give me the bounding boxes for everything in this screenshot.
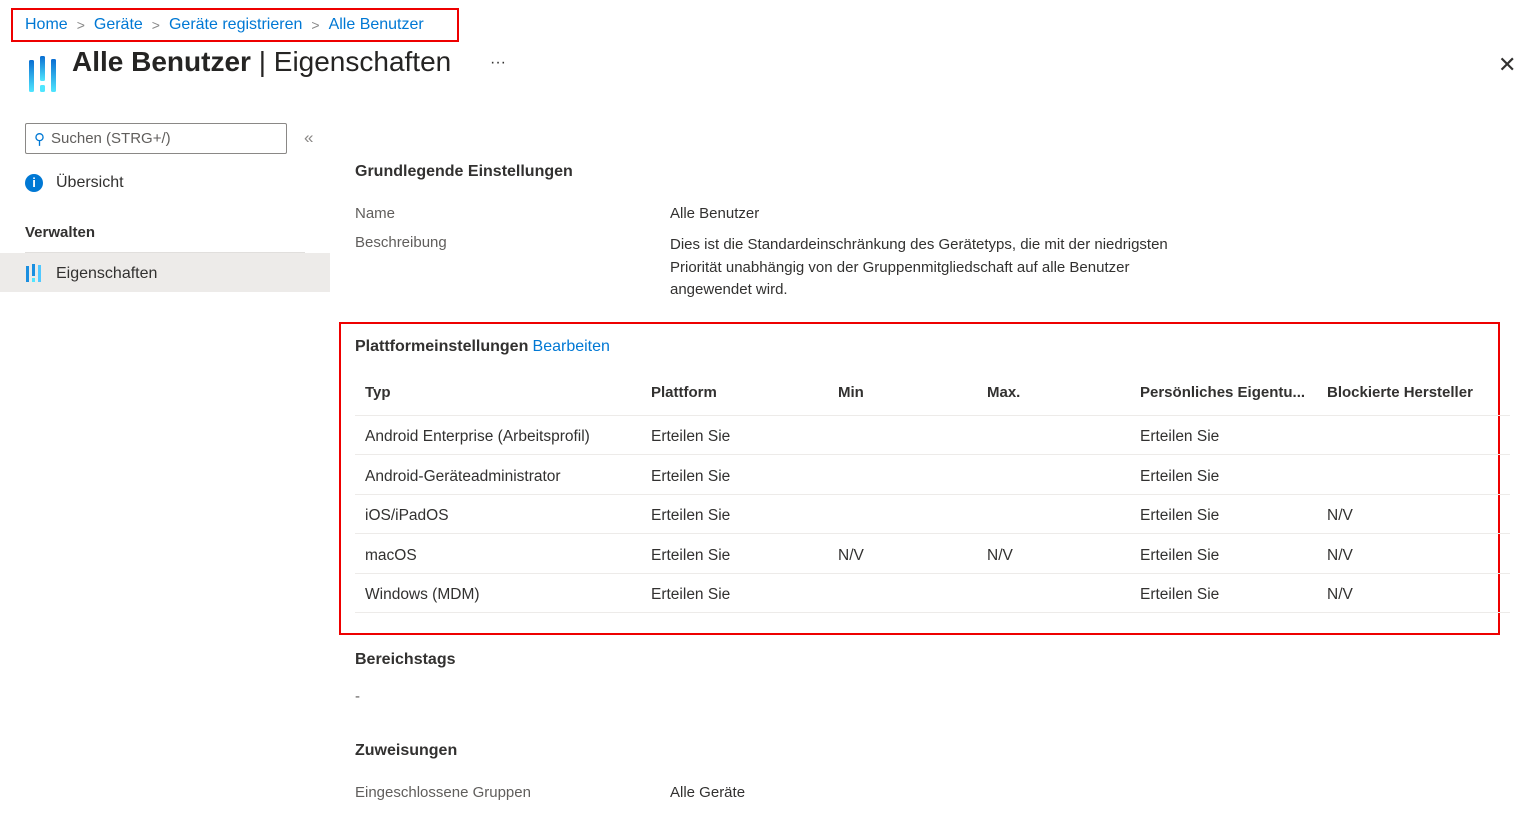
properties-icon [28,56,58,92]
scope-tags-heading: Bereichstags [355,651,456,668]
basic-settings-heading: Grundlegende Einstellungen [355,163,573,180]
name-value: Alle Benutzer [670,205,760,222]
table-cell: Erteilen Sie [1140,586,1220,603]
description-label: Beschreibung [355,234,447,251]
search-input[interactable]: ⚲ Suchen (STRG+/) [25,123,287,154]
column-header[interactable]: Persönliches Eigentu... [1140,384,1306,401]
included-groups-label: Eingeschlossene Gruppen [355,784,531,801]
table-cell: N/V [838,546,864,564]
table-cell: N/V [1327,546,1353,564]
table-cell: Android-Geräteadministrator [365,467,561,485]
breadcrumb-geraete[interactable]: Geräte [93,16,143,33]
info-icon: i [25,174,43,192]
description-value: Dies ist die Standardeinschränkung des Gerätetyps, die mit der niedrigsten Priorität unabhängig von der Gruppenmitgliedschaft auf alle Benutzer angewendet wird. [670,236,1168,298]
search-icon: ⚲ [34,130,45,148]
chevron-right-icon: > [311,17,320,33]
table-cell: N/V [1327,586,1353,603]
table-cell: Erteilen Sie [651,467,731,485]
table-cell: Erteilen Sie [651,507,731,524]
sidebar-item-overview[interactable]: Übersicht [56,174,124,191]
table-cell: Erteilen Sie [651,546,731,564]
sidebar-section-manage: Verwalten [25,224,96,241]
breadcrumb [11,8,459,42]
name-label: Name [355,205,396,222]
table-cell: N/V [1327,507,1353,524]
table-cell: Android Enterprise (Arbeitsprofil) [365,428,590,445]
sidebar-item-properties[interactable]: Eigenschaften [0,253,330,292]
platform-settings-header: Plattformeinstellungen Bearbeiten [355,338,610,355]
table-cell: Erteilen Sie [651,428,731,445]
table-cell: Erteilen Sie [1140,428,1220,445]
breadcrumb-current[interactable]: Alle Benutzer [328,16,424,33]
column-header[interactable]: Plattform [651,384,717,401]
scope-tags-value: - [355,688,360,705]
breadcrumb-registrieren[interactable]: Geräte registrieren [168,16,303,33]
column-header[interactable]: Blockierte Hersteller [1327,384,1473,401]
table-cell: Windows (MDM) [365,586,480,603]
table-cell: Erteilen Sie [1140,546,1220,564]
collapse-sidebar-button[interactable]: « [304,128,314,147]
table-cell: N/V [987,546,1013,564]
column-header[interactable]: Typ [365,384,391,401]
chevron-right-icon: > [76,17,85,33]
breadcrumb-home[interactable]: Home [25,16,68,33]
edit-link[interactable]: Bearbeiten [532,338,610,355]
table-cell: Erteilen Sie [651,586,731,603]
included-groups-value: Alle Geräte [670,784,746,801]
table-cell: Erteilen Sie [1140,507,1220,524]
page-title: Alle Benutzer | Eigenschaften [72,46,452,77]
assignments-heading: Zuweisungen [355,742,458,759]
table-cell: macOS [365,546,417,564]
column-header[interactable]: Max. [987,384,1021,401]
properties-icon [26,264,42,282]
column-header[interactable]: Min [838,384,864,401]
chevron-right-icon: > [151,17,160,33]
table-cell: iOS/iPadOS [365,507,449,524]
close-button[interactable]: ✕ [1498,52,1517,77]
table-cell: Erteilen Sie [1140,467,1220,485]
more-options-button[interactable]: ··· [490,54,506,71]
